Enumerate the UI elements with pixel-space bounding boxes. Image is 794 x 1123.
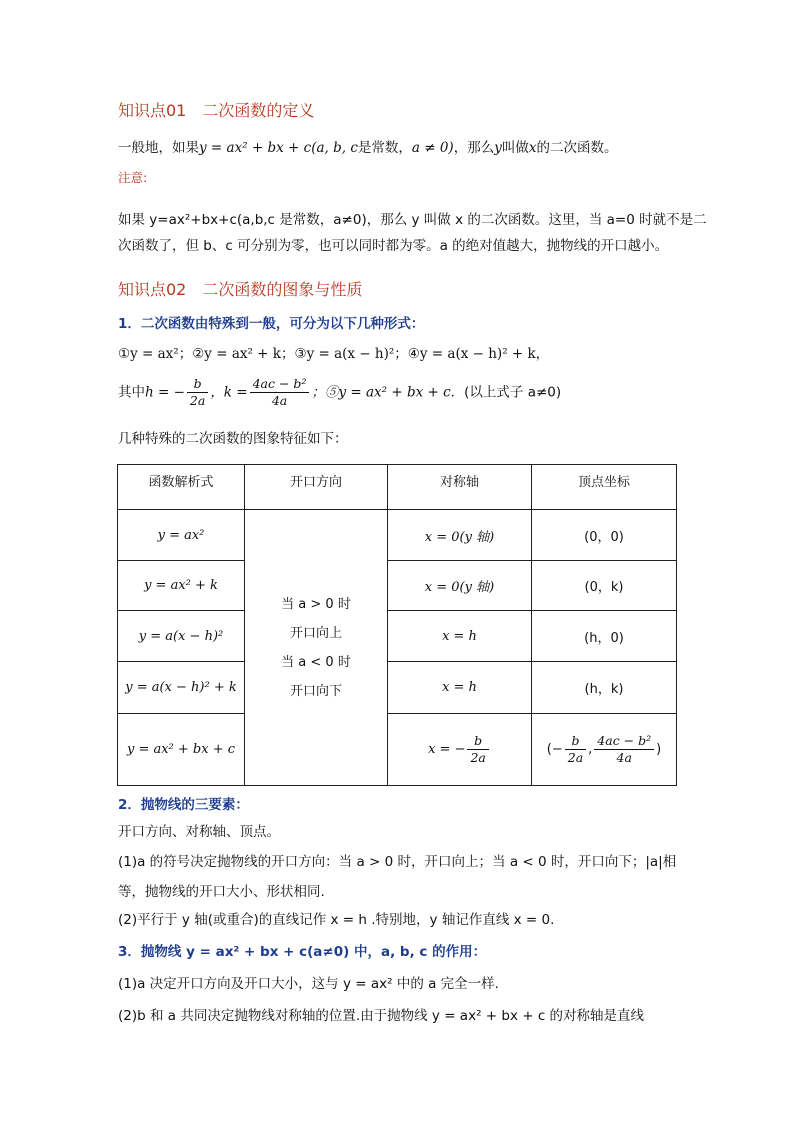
row5-axis-fraction [467,733,488,766]
features-table [117,464,677,786]
row1-vertex: (0，0) [532,510,677,561]
row4-vertex: (h，k) [532,662,677,714]
where-line [118,376,561,409]
row5-vertex-num1: b [565,733,586,750]
row4-func: y = a(x − h)² + k [118,662,245,714]
sub2-p2: (2)平行于 y 轴(或重合)的直线记作 x = h .特别地，y 轴记作直线 x = 0. [118,912,555,928]
def-x: x [528,140,537,156]
table-row [118,561,677,611]
row3-axis: x = h [388,611,532,662]
row5-axis-den: 2a [470,750,486,765]
def-post1: ，那么 [453,140,495,156]
def-cond: a ≠ 0) [411,140,454,156]
row2-axis: x = 0(y 轴) [388,561,532,611]
row5-vertex: (− $\frac{b}{2a}$ , $\frac{\text{4ac − b²}}{4a}$ ) [532,714,677,786]
table-intro: 几种特殊的二次函数的图象特征如下： [118,431,348,447]
table-header-direction: 开口方向 [245,465,388,510]
row5-vertex-open: ( [546,742,552,757]
h-fraction-den: 2a [189,393,206,408]
note-line-1: 如果 y=ax²+bx+c(a,b,c 是常数，a≠0)，那么 y 叫做 x 的二次函数。这里，当 a=0 时就不是二 [118,212,707,228]
h-fraction-num: b [187,376,208,393]
row5-axis-pre: x = − [428,742,466,757]
row2-vertex: (0，k) [532,561,677,611]
definition-line [118,136,617,156]
where-note: ．(以上式子 a≠0) [450,384,562,401]
sub1-title: 1．二次函数由特殊到一般，可分为以下几种形式： [118,316,425,332]
sub2-p1-line2: 等，抛物线的开口大小、形状相同. [118,884,325,900]
forms-line: ①y = ax²；②y = ax² + k；③y = a(x − h)²；④y = a(x − h)² + k， [118,346,550,362]
sub3-title: 3．抛物线 y = ax² + bx + c(a≠0) 中，a, b, c 的作用： [118,944,487,960]
sub2-title: 2．抛物线的三要素： [118,797,249,813]
row3-vertex: (h，0) [532,611,677,662]
direction-line-2: 开口向上 [289,625,342,641]
table-header-vertex: 顶点坐标 [532,465,677,510]
row5-vertex-den2: 4a [616,750,632,765]
note-label: 注意: [118,170,148,185]
direction-line-3: 当 a < 0 时 [281,654,351,670]
table-row [118,662,677,714]
def-post2: 叫做 [501,140,529,156]
k-fraction-num: 4ac − b² [250,376,310,393]
k-fraction-den: 4a [271,393,288,408]
sub2-items: 开口方向、对称轴、顶点。 [118,824,280,840]
direction-line-4: 开口向下 [289,683,342,699]
where-pre: 其中 [118,384,145,401]
direction-cell [245,510,388,786]
row5-axis [388,714,532,786]
row5-vertex-fraction-1 [565,733,586,766]
where-form5: ；⑤y = ax² + bx + c [311,384,451,401]
table-row [118,611,677,662]
table-header-axis: 对称轴 [388,465,532,510]
def-formula: y = ax² + bx + c(a, b, c [199,140,358,156]
row5-func: y = ax² + bx + c [118,714,245,786]
def-pre: 一般地，如果 [118,140,199,156]
row4-axis: x = h [388,662,532,714]
note-line-2: 次函数了，但 b、c 可分别为零，也可以同时都为零。a 的绝对值越大，抛物线的开口越小。 [118,238,669,254]
row5-vertex-close: ) [656,742,662,757]
def-mid: 是常数， [357,140,412,156]
row5-vertex-neg: − [551,742,563,757]
table-row [118,510,677,561]
direction-line-1: 当 a > 0 时 [281,596,351,612]
row5-vertex-num2: 4ac − b² [594,733,654,750]
table-header-func: 函数解析式 [118,465,245,510]
row5-axis-num: b [467,733,488,750]
row1-axis: x = 0(y 轴) [388,510,532,561]
section1-heading: 知识点01 二次函数的定义 [118,101,315,120]
sub2-p1-line1: (1)a 的符号决定抛物线的开口方向：当 a > 0 时，开口向上；当 a < 0 时，开口向下；|a|相 [118,854,677,870]
def-post3: 的二次函数。 [536,140,618,156]
row5-vertex-den1: 2a [567,750,584,765]
section2-heading: 知识点02 二次函数的图象与性质 [118,280,363,299]
table-row [118,714,677,786]
def-y: y [494,140,502,156]
row2-func: y = ax² + k [118,561,245,611]
sub3-p2: (2)b 和 a 共同决定抛物线对称轴的位置.由于抛物线 y = ax² + bx + c 的对称轴是直线 [118,1008,645,1024]
where-h: h = − [145,384,185,401]
h-fraction [187,376,208,409]
row5-vertex-fraction-2 [594,733,654,766]
row3-func: y = a(x − h)² [118,611,245,662]
row1-func: y = ax² [118,510,245,561]
where-k: ，k = [210,384,248,401]
sub3-p1: (1)a 决定开口方向及开口大小，这与 y = ax² 中的 a 完全一样. [118,976,499,992]
k-fraction [250,376,310,409]
